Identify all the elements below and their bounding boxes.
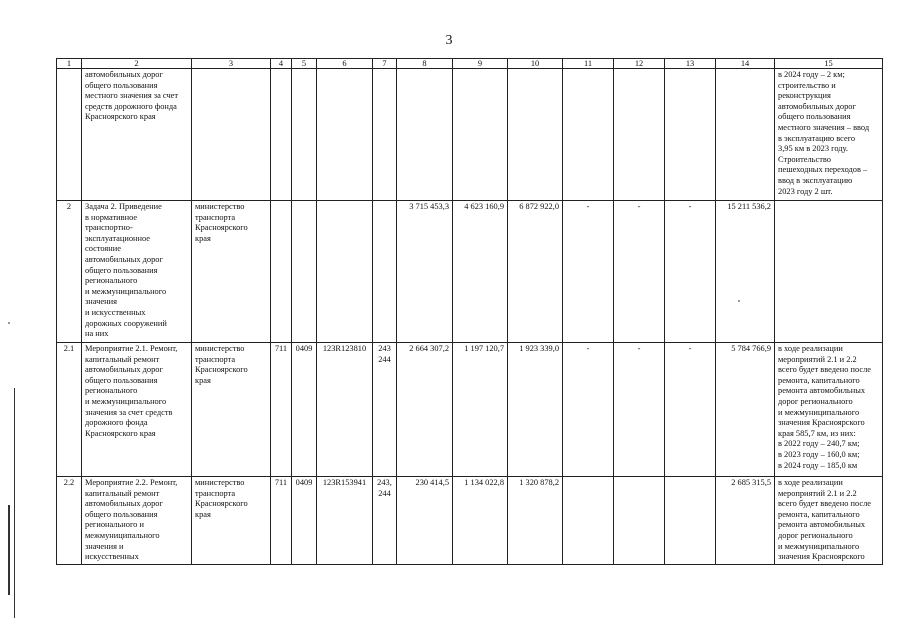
column-number: 1 bbox=[57, 59, 82, 69]
grbs-code-cell bbox=[271, 69, 292, 201]
description-cell: Задача 2. Приведение в нормативное транспортно- эксплуатационное состояние автомобильных дорог общего пользования регионального и межмуниципального значения и искусственных дорожных сооружений на них bbox=[82, 201, 192, 343]
description-cell: Мероприятие 2.2. Ремонт, капитальный ремонт автомобильных дорог общего пользования регионального и межмуниципального значения и искусственных bbox=[82, 477, 192, 565]
column-number: 14 bbox=[716, 59, 775, 69]
description-cell: автомобильных дорог общего пользования местного значения за счет средств дорожного фонда Красноярского края bbox=[82, 69, 192, 201]
expense-type-cell bbox=[373, 201, 397, 343]
row-number-cell: 2 bbox=[57, 201, 82, 343]
amount-2023-cell bbox=[453, 69, 508, 201]
scan-speck bbox=[738, 300, 740, 302]
amount-cell bbox=[563, 477, 614, 565]
total-amount-cell: 5 784 766,9 bbox=[716, 343, 775, 477]
amount-cell bbox=[665, 69, 716, 201]
total-amount-cell bbox=[716, 69, 775, 201]
row-number-cell bbox=[57, 69, 82, 201]
section-code-cell bbox=[292, 201, 317, 343]
column-number: 7 bbox=[373, 59, 397, 69]
column-number: 13 bbox=[665, 59, 716, 69]
row-number-cell: 2.2 bbox=[57, 477, 82, 565]
expected-result-cell: в ходе реализации мероприятий 2.1 и 2.2 всего будет введено после ремонта, капитального ремонта автомобильных дорог регионального и межмуниципального значения Красноярского bbox=[775, 477, 883, 565]
section-code-cell: 0409 bbox=[292, 477, 317, 565]
amount-2022-cell: 3 715 453,3 bbox=[397, 201, 453, 343]
executor-cell: министерство транспорта Красноярского края bbox=[192, 477, 271, 565]
amount-2024-cell: 1 320 878,2 bbox=[508, 477, 563, 565]
column-number: 12 bbox=[614, 59, 665, 69]
column-numbers-row bbox=[57, 59, 883, 69]
scan-speck bbox=[8, 322, 10, 324]
expected-result-cell bbox=[775, 201, 883, 343]
expense-type-cell bbox=[373, 69, 397, 201]
column-number: 9 bbox=[453, 59, 508, 69]
column-number: 4 bbox=[271, 59, 292, 69]
table-row bbox=[57, 69, 883, 201]
description-cell: Мероприятие 2.1. Ремонт, капитальный ремонт автомобильных дорог общего пользования регионального и межмуниципального значения за счет средств дорожного фонда Красноярского края bbox=[82, 343, 192, 477]
executor-cell: министерство транспорта Красноярского края bbox=[192, 343, 271, 477]
amount-2022-cell bbox=[397, 69, 453, 201]
expense-type-cell: 243, 244 bbox=[373, 477, 397, 565]
amount-cell: - bbox=[614, 201, 665, 343]
section-code-cell bbox=[292, 69, 317, 201]
expense-type-cell: 243 244 bbox=[373, 343, 397, 477]
scan-margin-line bbox=[8, 505, 10, 595]
target-article-cell bbox=[317, 201, 373, 343]
scan-margin-line bbox=[14, 388, 15, 618]
column-number: 10 bbox=[508, 59, 563, 69]
expected-result-cell: в ходе реализации мероприятий 2.1 и 2.2 всего будет введено после ремонта, капитального ремонта автомобильных дорог регионального и межмуниципального значения Красноярского края 585,7 км, из них: в 2022 году – 240,7 км; в 2023 году – 160,0 км; в 2024 году – 185,0 км bbox=[775, 343, 883, 477]
amount-2022-cell: 230 414,5 bbox=[397, 477, 453, 565]
total-amount-cell: 15 211 536,2 bbox=[716, 201, 775, 343]
table-row bbox=[57, 201, 883, 343]
amount-cell: - bbox=[563, 201, 614, 343]
total-amount-cell: 2 685 315,5 bbox=[716, 477, 775, 565]
amount-cell: - bbox=[563, 343, 614, 477]
target-article-cell: 123R123810 bbox=[317, 343, 373, 477]
target-article-cell: 123R153941 bbox=[317, 477, 373, 565]
amount-2022-cell: 2 664 307,2 bbox=[397, 343, 453, 477]
column-number: 5 bbox=[292, 59, 317, 69]
column-number: 6 bbox=[317, 59, 373, 69]
grbs-code-cell: 711 bbox=[271, 477, 292, 565]
amount-2023-cell: 4 623 160,9 bbox=[453, 201, 508, 343]
grbs-code-cell bbox=[271, 201, 292, 343]
column-number: 15 bbox=[775, 59, 883, 69]
amount-2024-cell: 1 923 339,0 bbox=[508, 343, 563, 477]
column-number: 8 bbox=[397, 59, 453, 69]
program-table bbox=[56, 58, 883, 565]
section-code-cell: 0409 bbox=[292, 343, 317, 477]
amount-2024-cell: 6 872 922,0 bbox=[508, 201, 563, 343]
grbs-code-cell: 711 bbox=[271, 343, 292, 477]
executor-cell bbox=[192, 69, 271, 201]
amount-cell: - bbox=[614, 343, 665, 477]
amount-cell bbox=[614, 477, 665, 565]
amount-2024-cell bbox=[508, 69, 563, 201]
amount-cell: - bbox=[665, 343, 716, 477]
expected-result-cell: в 2024 году – 2 км; строительство и реконструкция автомобильных дорог общего пользования местного значения – ввод в эксплуатацию всего 3,95 км в 2023 году. Строительство пешеходных переходов – ввод в эксплуатацию 2023 году 2 шт. bbox=[775, 69, 883, 201]
column-number: 11 bbox=[563, 59, 614, 69]
amount-cell: - bbox=[665, 201, 716, 343]
amount-2023-cell: 1 134 022,8 bbox=[453, 477, 508, 565]
table-row bbox=[57, 477, 883, 565]
amount-cell bbox=[563, 69, 614, 201]
page-number: 3 bbox=[445, 33, 453, 48]
column-number: 2 bbox=[82, 59, 192, 69]
amount-cell bbox=[665, 477, 716, 565]
amount-2023-cell: 1 197 120,7 bbox=[453, 343, 508, 477]
row-number-cell: 2.1 bbox=[57, 343, 82, 477]
table-row bbox=[57, 343, 883, 477]
column-number: 3 bbox=[192, 59, 271, 69]
amount-cell bbox=[614, 69, 665, 201]
executor-cell: министерство транспорта Красноярского края bbox=[192, 201, 271, 343]
target-article-cell bbox=[317, 69, 373, 201]
